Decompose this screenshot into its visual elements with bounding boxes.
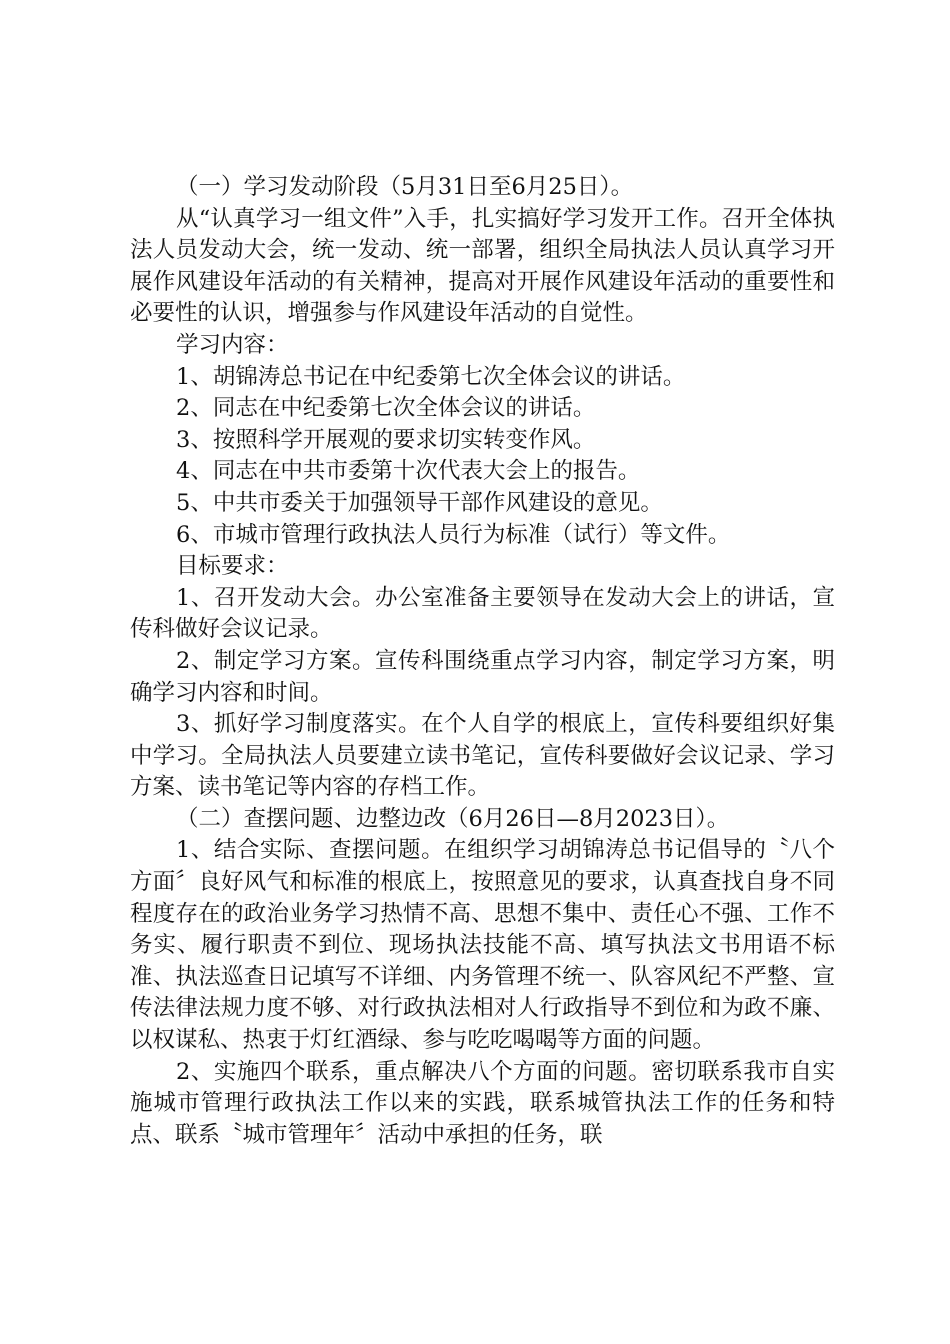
list-item: 6、市城市管理行政执法人员行为标准（试行）等文件。 bbox=[176, 521, 731, 548]
list-item: 2、制定学习方案。宣传科围绕重点学习内容，制定学习方案，明确学习内容和时间。 bbox=[130, 647, 835, 706]
list-item: 2、同志在中纪委第七次全体会议的讲话。 bbox=[176, 395, 596, 422]
list-item: 1、胡锦涛总书记在中纪委第七次全体会议的讲话。 bbox=[176, 363, 686, 390]
list-item: 4、同志在中共市委第十次代表大会上的报告。 bbox=[176, 458, 641, 485]
subheading-goals: 目标要求： bbox=[176, 553, 289, 580]
list-item: 3、抓好学习制度落实。在个人自学的根底上，宣传科要组织好集中学习。全局执法人员要建立读书笔记，宣传科要做好会议记录、学习方案、读书笔记等内容的存档工作。 bbox=[130, 711, 835, 801]
list-item: 5、中共市委关于加强领导干部作风建设的意见。 bbox=[176, 489, 663, 516]
list-item: 1、结合实际、查摆问题。在组织学习胡锦涛总书记倡导的〝八个方面〞良好风气和标准的根底上，按照意见的要求，认真查找自身不同程度存在的政治业务学习热情不高、思想不集中、责任心不强、工作不务实、履行职责不到位、现场执法技能不高、填写执法文书用语不标准、执法巡查日记填写不详细、内务管理不统一、队容风纪不严整、宣传法律法规力度不够、对行政执法相对人行政指导不到位和为政不廉、以权谋私、热衷于灯红酒绿、参与吃吃喝喝等方面的问题。 bbox=[130, 837, 835, 1054]
section-heading-1: （一）学习发动阶段（5月31日至6月25日）。 bbox=[176, 174, 634, 200]
list-item: 2、实施四个联系，重点解决八个方面的问题。密切联系我市自实施城市管理行政执法工作以来的实践，联系城管执法工作的任务和特点、联系〝城市管理年〞活动中承担的任务，联 bbox=[130, 1058, 835, 1148]
list-item: 3、按照科学开展观的要求切实转变作风。 bbox=[176, 426, 596, 453]
paragraph: 从“认真学习一组文件”入手，扎实搞好学习发开工作。召开全体执法人员发动大会，统一发动、统一部署，组织全局执法人员认真学习开展作风建设年活动的有关精神，提高对开展作风建设年活动的重要性和必要性的认识，增强参与作风建设年活动的自觉性。 bbox=[130, 205, 835, 327]
subheading-study-content: 学习内容： bbox=[176, 331, 289, 358]
list-item: 1、召开发动大会。办公室准备主要领导在发动大会上的讲话，宣传科做好会议记录。 bbox=[130, 584, 835, 643]
document-body bbox=[130, 172, 835, 1151]
section-heading-2: （二）查摆问题、边整边改（6月26日—8月2023日）。 bbox=[176, 805, 730, 832]
